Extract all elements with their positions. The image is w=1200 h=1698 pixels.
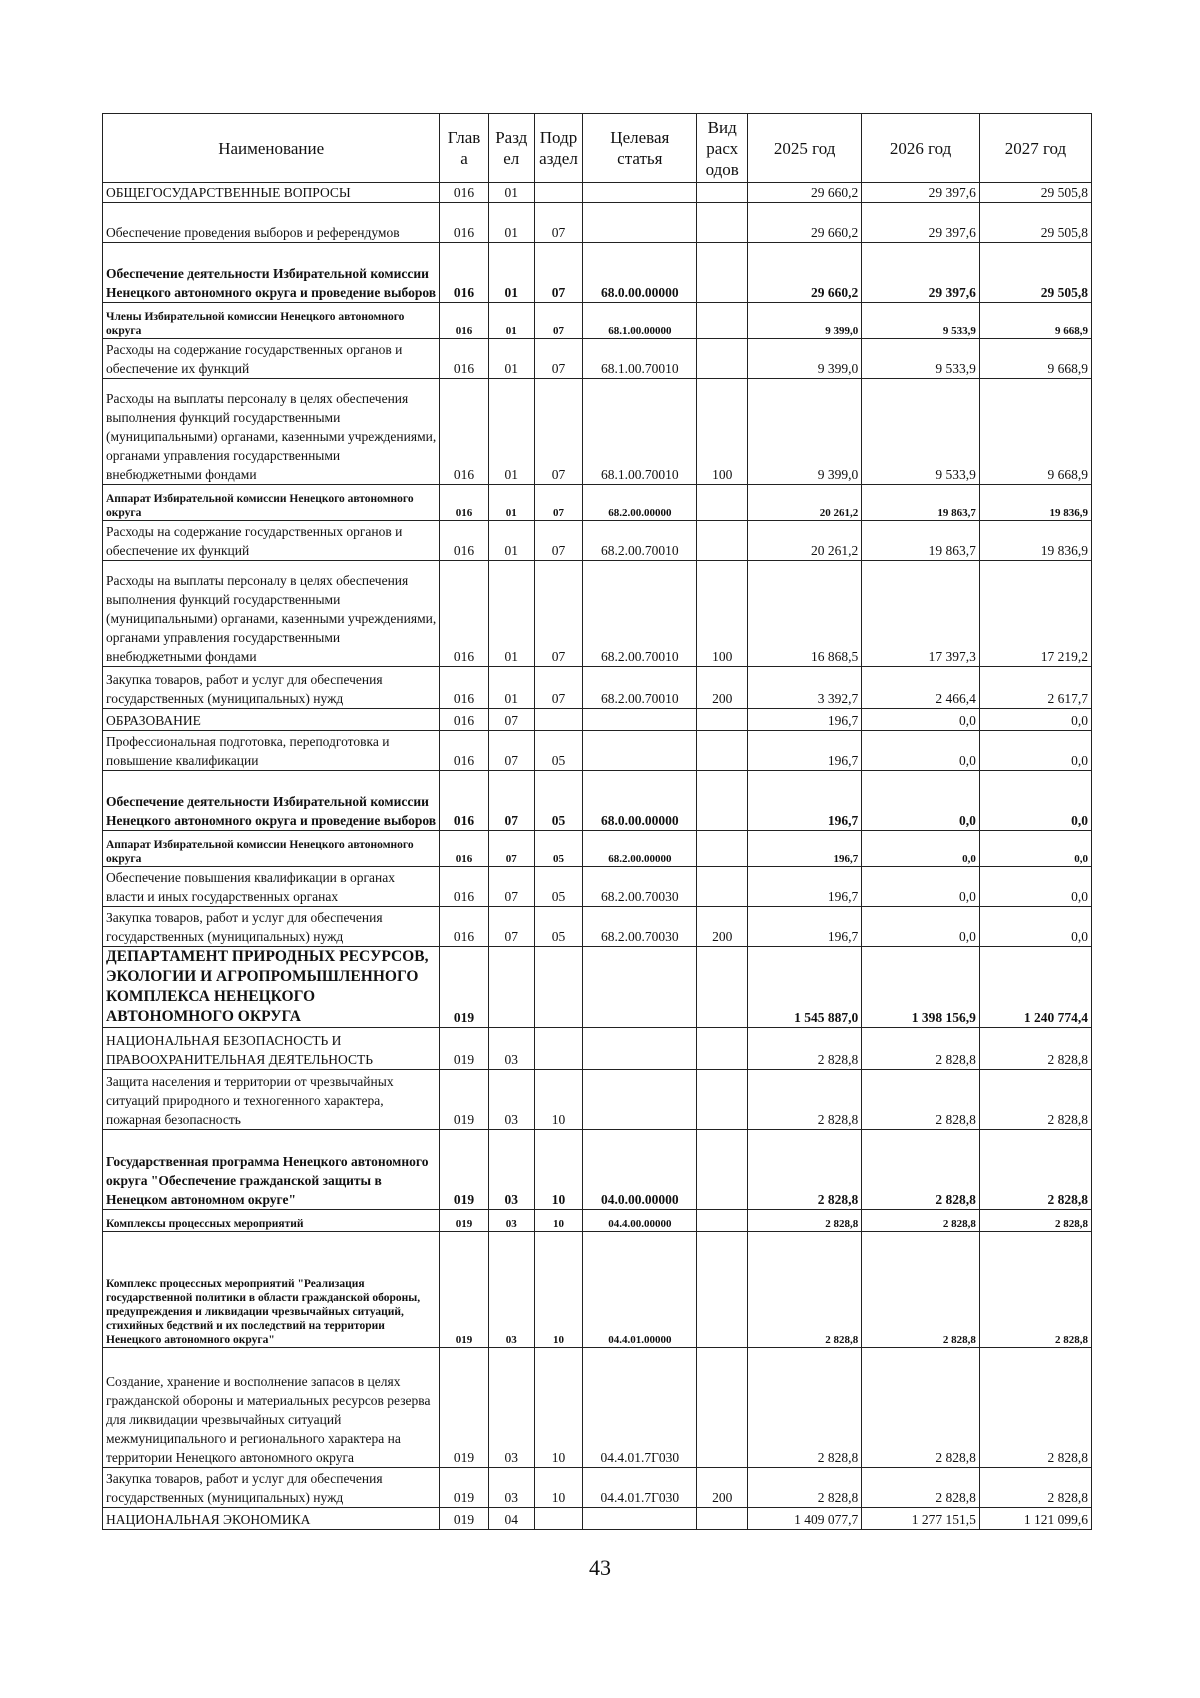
cell-pr: 07: [534, 485, 582, 521]
cell-vr: [697, 867, 748, 907]
cell-name: Расходы на выплаты персоналу в целях обеспечения выполнения функций государственными (муниципальными) органами, казенными учреждениями, органами управления государственными внебюджетными фондами: [103, 561, 440, 667]
cell-cs: 68.2.00.70010: [583, 521, 697, 561]
cell-v2027: 0,0: [979, 907, 1091, 947]
cell-v2026: 9 533,9: [862, 379, 980, 485]
table-row: [103, 1130, 1092, 1210]
table-row: [103, 339, 1092, 379]
cell-v2026: 9 533,9: [862, 339, 980, 379]
cell-v2025: 2 828,8: [748, 1028, 862, 1070]
cell-rz: [488, 947, 534, 1028]
cell-v2025: 2 828,8: [748, 1468, 862, 1508]
cell-vr: [697, 1232, 748, 1348]
cell-v2026: 2 828,8: [862, 1232, 980, 1348]
cell-v2027: 19 836,9: [979, 485, 1091, 521]
cell-rz: 01: [488, 521, 534, 561]
table-row: [103, 771, 1092, 831]
cell-cs: 68.2.00.00000: [583, 485, 697, 521]
cell-v2027: 1 121 099,6: [979, 1508, 1091, 1530]
cell-v2027: 2 828,8: [979, 1348, 1091, 1468]
cell-gl: 019: [440, 947, 488, 1028]
cell-v2026: 19 863,7: [862, 485, 980, 521]
cell-name: Члены Избирательной комиссии Ненецкого автономного округа: [103, 303, 440, 339]
cell-gl: 016: [440, 183, 488, 203]
cell-v2026: 0,0: [862, 771, 980, 831]
cell-v2026: 29 397,6: [862, 203, 980, 243]
cell-cs: 68.2.00.00000: [583, 831, 697, 867]
cell-rz: 07: [488, 771, 534, 831]
cell-v2026: 0,0: [862, 731, 980, 771]
cell-v2026: 29 397,6: [862, 243, 980, 303]
cell-gl: 016: [440, 867, 488, 907]
cell-v2025: 1 545 887,0: [748, 947, 862, 1028]
cell-vr: [697, 771, 748, 831]
cell-rz: 01: [488, 561, 534, 667]
cell-vr: [697, 1070, 748, 1130]
cell-name: Закупка товаров, работ и услуг для обеспечения государственных (муниципальных) нужд: [103, 667, 440, 709]
cell-v2026: 2 828,8: [862, 1070, 980, 1130]
cell-vr: [697, 1028, 748, 1070]
cell-gl: 016: [440, 203, 488, 243]
header-2025: 2025 год: [748, 114, 862, 183]
cell-pr: 07: [534, 243, 582, 303]
cell-name: Расходы на содержание государственных органов и обеспечение их функций: [103, 339, 440, 379]
cell-name: ОБЩЕГОСУДАРСТВЕННЫЕ ВОПРОСЫ: [103, 183, 440, 203]
page-number: 43: [589, 1555, 611, 1580]
cell-rz: 03: [488, 1232, 534, 1348]
table-row: [103, 1070, 1092, 1130]
cell-v2026: 2 828,8: [862, 1130, 980, 1210]
cell-v2027: 9 668,9: [979, 379, 1091, 485]
cell-gl: 016: [440, 303, 488, 339]
cell-gl: 016: [440, 907, 488, 947]
cell-v2026: 2 828,8: [862, 1210, 980, 1232]
cell-name: Обеспечение проведения выборов и референдумов: [103, 203, 440, 243]
cell-vr: [697, 339, 748, 379]
cell-rz: 03: [488, 1130, 534, 1210]
cell-vr: [697, 947, 748, 1028]
cell-v2026: 0,0: [862, 831, 980, 867]
cell-name: Закупка товаров, работ и услуг для обеспечения государственных (муниципальных) нужд: [103, 907, 440, 947]
cell-vr: [697, 709, 748, 731]
cell-v2026: 29 397,6: [862, 183, 980, 203]
cell-v2025: 196,7: [748, 731, 862, 771]
table-row: [103, 867, 1092, 907]
cell-gl: 016: [440, 561, 488, 667]
cell-rz: 03: [488, 1210, 534, 1232]
cell-pr: 10: [534, 1210, 582, 1232]
cell-v2027: 19 836,9: [979, 521, 1091, 561]
cell-v2025: 2 828,8: [748, 1130, 862, 1210]
cell-pr: 07: [534, 667, 582, 709]
cell-vr: [697, 521, 748, 561]
cell-gl: 016: [440, 709, 488, 731]
cell-pr: [534, 709, 582, 731]
cell-rz: 04: [488, 1508, 534, 1530]
cell-v2026: 2 828,8: [862, 1468, 980, 1508]
cell-gl: 016: [440, 667, 488, 709]
cell-name: Профессиональная подготовка, переподготовка и повышение квалификации: [103, 731, 440, 771]
cell-v2027: 0,0: [979, 831, 1091, 867]
cell-rz: 01: [488, 243, 534, 303]
cell-pr: [534, 1028, 582, 1070]
header-glava: Глав а: [440, 114, 488, 183]
cell-v2025: 29 660,2: [748, 183, 862, 203]
cell-pr: 07: [534, 339, 582, 379]
cell-rz: 07: [488, 831, 534, 867]
cell-v2025: 1 409 077,7: [748, 1508, 862, 1530]
header-name: Наименование: [103, 114, 440, 183]
cell-cs: 68.2.00.70030: [583, 907, 697, 947]
cell-pr: 07: [534, 303, 582, 339]
cell-v2025: 2 828,8: [748, 1070, 862, 1130]
cell-pr: 10: [534, 1348, 582, 1468]
cell-vr: 200: [697, 907, 748, 947]
cell-vr: 200: [697, 1468, 748, 1508]
cell-v2027: 1 240 774,4: [979, 947, 1091, 1028]
cell-pr: 07: [534, 379, 582, 485]
cell-pr: 10: [534, 1130, 582, 1210]
table-row: [103, 485, 1092, 521]
cell-cs: 68.1.00.00000: [583, 303, 697, 339]
cell-pr: 05: [534, 831, 582, 867]
cell-v2025: 29 660,2: [748, 203, 862, 243]
cell-gl: 016: [440, 731, 488, 771]
header-podrazdel: Подр аздел: [534, 114, 582, 183]
cell-pr: 07: [534, 561, 582, 667]
cell-cs: [583, 731, 697, 771]
header-2027: 2027 год: [979, 114, 1091, 183]
cell-v2026: 2 828,8: [862, 1028, 980, 1070]
cell-v2025: 20 261,2: [748, 521, 862, 561]
cell-vr: [697, 831, 748, 867]
cell-cs: 68.1.00.70010: [583, 379, 697, 485]
cell-name: ОБРАЗОВАНИЕ: [103, 709, 440, 731]
cell-v2025: 9 399,0: [748, 339, 862, 379]
cell-v2026: 0,0: [862, 709, 980, 731]
table-row: [103, 521, 1092, 561]
cell-v2025: 196,7: [748, 831, 862, 867]
cell-pr: [534, 1508, 582, 1530]
cell-pr: 10: [534, 1232, 582, 1348]
cell-v2025: 196,7: [748, 867, 862, 907]
cell-gl: 016: [440, 521, 488, 561]
cell-v2027: 2 828,8: [979, 1028, 1091, 1070]
cell-v2027: 17 219,2: [979, 561, 1091, 667]
cell-rz: 01: [488, 379, 534, 485]
cell-vr: [697, 1130, 748, 1210]
cell-vr: 100: [697, 561, 748, 667]
cell-cs: 04.0.00.00000: [583, 1130, 697, 1210]
cell-rz: 01: [488, 183, 534, 203]
table-row: [103, 203, 1092, 243]
table-row: [103, 379, 1092, 485]
cell-vr: [697, 731, 748, 771]
cell-v2025: 2 828,8: [748, 1232, 862, 1348]
cell-name: Обеспечение деятельности Избирательной комиссии Ненецкого автономного округа и проведение выборов: [103, 243, 440, 303]
cell-v2026: 2 466,4: [862, 667, 980, 709]
cell-gl: 019: [440, 1348, 488, 1468]
cell-v2027: 29 505,8: [979, 203, 1091, 243]
cell-v2027: 9 668,9: [979, 339, 1091, 379]
cell-pr: [534, 183, 582, 203]
cell-pr: 07: [534, 521, 582, 561]
cell-gl: 019: [440, 1070, 488, 1130]
cell-v2025: 9 399,0: [748, 303, 862, 339]
cell-vr: [697, 1508, 748, 1530]
table-row: [103, 303, 1092, 339]
cell-v2027: 0,0: [979, 867, 1091, 907]
cell-pr: 10: [534, 1468, 582, 1508]
cell-rz: 01: [488, 303, 534, 339]
cell-gl: 016: [440, 379, 488, 485]
cell-pr: 05: [534, 907, 582, 947]
cell-rz: 07: [488, 867, 534, 907]
cell-name: ДЕПАРТАМЕНТ ПРИРОДНЫХ РЕСУРСОВ, ЭКОЛОГИИ И АГРОПРОМЫШЛЕННОГО КОМПЛЕКСА НЕНЕЦКОГО АВТОНОМНОГО ОКРУГА: [103, 947, 440, 1028]
cell-vr: [697, 303, 748, 339]
cell-v2027: 9 668,9: [979, 303, 1091, 339]
cell-name: Государственная программа Ненецкого автономного округа "Обеспечение гражданской защиты в Ненецком автономном округе": [103, 1130, 440, 1210]
cell-cs: [583, 1070, 697, 1130]
header-expense-type: Вид расх одов: [697, 114, 748, 183]
cell-cs: 68.0.00.00000: [583, 771, 697, 831]
header-target-article: Целевая статья: [583, 114, 697, 183]
table-row: [103, 1028, 1092, 1070]
cell-cs: [583, 183, 697, 203]
cell-gl: 016: [440, 485, 488, 521]
cell-name: НАЦИОНАЛЬНАЯ ЭКОНОМИКА: [103, 1508, 440, 1530]
cell-v2027: 2 828,8: [979, 1232, 1091, 1348]
cell-v2027: 2 828,8: [979, 1070, 1091, 1130]
table-row: [103, 831, 1092, 867]
cell-cs: 04.4.01.7Г030: [583, 1468, 697, 1508]
cell-name: Обеспечение повышения квалификации в органах власти и иных государственных органах: [103, 867, 440, 907]
cell-v2027: 2 828,8: [979, 1210, 1091, 1232]
cell-cs: [583, 947, 697, 1028]
cell-gl: 019: [440, 1508, 488, 1530]
cell-gl: 016: [440, 831, 488, 867]
cell-pr: 05: [534, 731, 582, 771]
cell-pr: 10: [534, 1070, 582, 1130]
cell-v2025: 2 828,8: [748, 1210, 862, 1232]
cell-vr: 100: [697, 379, 748, 485]
cell-gl: 019: [440, 1028, 488, 1070]
cell-v2027: 2 828,8: [979, 1468, 1091, 1508]
cell-name: Комплекс процессных мероприятий "Реализация государственной политики в области гражданской обороны, предупреждения и ликвидации чрезвычайных ситуаций, стихийных бедствий и их последствий на территории Ненецкого автономного округа": [103, 1232, 440, 1348]
cell-rz: 07: [488, 907, 534, 947]
table-row: [103, 1468, 1092, 1508]
table-row: [103, 1508, 1092, 1530]
table-row: [103, 183, 1092, 203]
cell-rz: 03: [488, 1468, 534, 1508]
cell-name: Аппарат Избирательной комиссии Ненецкого автономного округа: [103, 485, 440, 521]
cell-v2027: 29 505,8: [979, 243, 1091, 303]
cell-v2025: 16 868,5: [748, 561, 862, 667]
cell-rz: 01: [488, 203, 534, 243]
cell-name: Закупка товаров, работ и услуг для обеспечения государственных (муниципальных) нужд: [103, 1468, 440, 1508]
table-row: [103, 1232, 1092, 1348]
cell-v2026: 9 533,9: [862, 303, 980, 339]
table-row: [103, 947, 1092, 1028]
table-row: [103, 907, 1092, 947]
cell-cs: 04.4.00.00000: [583, 1210, 697, 1232]
cell-v2026: 0,0: [862, 867, 980, 907]
cell-name: Создание, хранение и восполнение запасов в целях гражданской обороны и материальных ресурсов резерва для ликвидации чрезвычайных ситуаций межмуниципального и регионального характера на территории Ненецкого автономного округа: [103, 1348, 440, 1468]
cell-cs: [583, 1028, 697, 1070]
table-row: [103, 731, 1092, 771]
cell-v2026: 1 277 151,5: [862, 1508, 980, 1530]
cell-vr: [697, 243, 748, 303]
cell-gl: 016: [440, 771, 488, 831]
cell-vr: [697, 183, 748, 203]
budget-table: [102, 113, 1092, 1530]
cell-rz: 01: [488, 485, 534, 521]
cell-rz: 03: [488, 1070, 534, 1130]
cell-gl: 019: [440, 1210, 488, 1232]
cell-v2025: 196,7: [748, 907, 862, 947]
cell-v2027: 0,0: [979, 709, 1091, 731]
cell-vr: [697, 1210, 748, 1232]
cell-rz: 07: [488, 731, 534, 771]
cell-name: Расходы на содержание государственных органов и обеспечение их функций: [103, 521, 440, 561]
cell-v2025: 20 261,2: [748, 485, 862, 521]
cell-cs: 68.1.00.70010: [583, 339, 697, 379]
cell-vr: 200: [697, 667, 748, 709]
cell-rz: 03: [488, 1348, 534, 1468]
cell-gl: 019: [440, 1130, 488, 1210]
table-row: [103, 561, 1092, 667]
table-row: [103, 667, 1092, 709]
cell-cs: [583, 203, 697, 243]
cell-gl: 019: [440, 1232, 488, 1348]
table-row: [103, 1348, 1092, 1468]
table-header-row: [103, 114, 1092, 183]
cell-cs: 68.0.00.00000: [583, 243, 697, 303]
cell-cs: 04.4.01.7Г030: [583, 1348, 697, 1468]
cell-pr: [534, 947, 582, 1028]
table-row: [103, 709, 1092, 731]
cell-v2026: 2 828,8: [862, 1348, 980, 1468]
cell-pr: 05: [534, 771, 582, 831]
cell-v2026: 1 398 156,9: [862, 947, 980, 1028]
cell-name: Обеспечение деятельности Избирательной комиссии Ненецкого автономного округа и проведение выборов: [103, 771, 440, 831]
cell-gl: 019: [440, 1468, 488, 1508]
cell-name: Расходы на выплаты персоналу в целях обеспечения выполнения функций государственными (муниципальными) органами, казенными учреждениями, органами управления государственными внебюджетными фондами: [103, 379, 440, 485]
cell-name: Аппарат Избирательной комиссии Ненецкого автономного округа: [103, 831, 440, 867]
cell-cs: [583, 1508, 697, 1530]
cell-v2027: 2 828,8: [979, 1130, 1091, 1210]
cell-cs: 68.2.00.70010: [583, 667, 697, 709]
cell-v2025: 196,7: [748, 771, 862, 831]
header-razdel: Разд ел: [488, 114, 534, 183]
cell-cs: 04.4.01.00000: [583, 1232, 697, 1348]
cell-gl: 016: [440, 339, 488, 379]
cell-pr: 05: [534, 867, 582, 907]
cell-cs: 68.2.00.70030: [583, 867, 697, 907]
cell-gl: 016: [440, 243, 488, 303]
cell-v2026: 0,0: [862, 907, 980, 947]
cell-v2027: 2 617,7: [979, 667, 1091, 709]
cell-v2027: 0,0: [979, 771, 1091, 831]
header-2026: 2026 год: [862, 114, 980, 183]
cell-v2026: 17 397,3: [862, 561, 980, 667]
cell-vr: [697, 203, 748, 243]
cell-name: Комплексы процессных мероприятий: [103, 1210, 440, 1232]
cell-v2027: 0,0: [979, 731, 1091, 771]
cell-v2027: 29 505,8: [979, 183, 1091, 203]
cell-rz: 01: [488, 339, 534, 379]
cell-rz: 03: [488, 1028, 534, 1070]
cell-vr: [697, 1348, 748, 1468]
cell-v2025: 29 660,2: [748, 243, 862, 303]
table-row: [103, 243, 1092, 303]
cell-vr: [697, 485, 748, 521]
cell-v2025: 3 392,7: [748, 667, 862, 709]
cell-v2026: 19 863,7: [862, 521, 980, 561]
cell-v2025: 9 399,0: [748, 379, 862, 485]
cell-v2025: 2 828,8: [748, 1348, 862, 1468]
cell-cs: 68.2.00.70010: [583, 561, 697, 667]
cell-v2025: 196,7: [748, 709, 862, 731]
cell-name: Защита населения и территории от чрезвычайных ситуаций природного и техногенного характера, пожарная безопасность: [103, 1070, 440, 1130]
cell-rz: 07: [488, 709, 534, 731]
cell-cs: [583, 709, 697, 731]
table-row: [103, 1210, 1092, 1232]
cell-name: НАЦИОНАЛЬНАЯ БЕЗОПАСНОСТЬ И ПРАВООХРАНИТЕЛЬНАЯ ДЕЯТЕЛЬНОСТЬ: [103, 1028, 440, 1070]
cell-pr: 07: [534, 203, 582, 243]
cell-rz: 01: [488, 667, 534, 709]
table-body: [103, 183, 1092, 1530]
